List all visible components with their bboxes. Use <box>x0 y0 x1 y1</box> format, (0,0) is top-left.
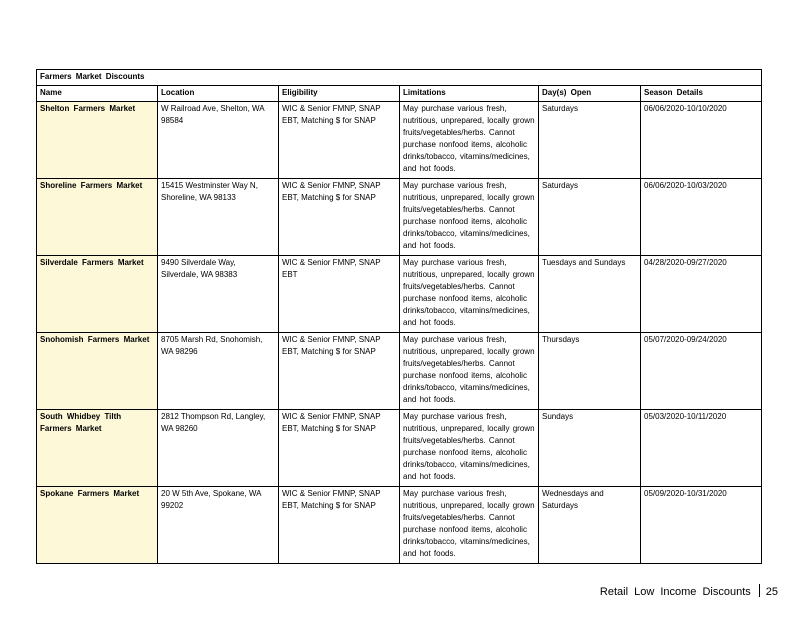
market-days-open: Saturdays <box>539 102 641 179</box>
market-name: Shelton Farmers Market <box>37 102 158 179</box>
market-location: 20 W 5th Ave, Spokane, WA 99202 <box>158 487 279 564</box>
market-location: 15415 Westminster Way N, Shoreline, WA 98133 <box>158 179 279 256</box>
market-eligibility: WIC & Senior FMNP, SNAP EBT, Matching $ for SNAP <box>279 487 400 564</box>
page-footer <box>600 584 778 598</box>
table-row <box>37 179 762 256</box>
market-season: 05/07/2020-09/24/2020 <box>641 333 762 410</box>
market-eligibility: WIC & Senior FMNP, SNAP EBT, Matching $ for SNAP <box>279 410 400 487</box>
market-name: Snohomish Farmers Market <box>37 333 158 410</box>
header-row <box>37 86 762 102</box>
market-eligibility: WIC & Senior FMNP, SNAP EBT, Matching $ for SNAP <box>279 102 400 179</box>
market-limitations: May purchase various fresh, nutritious, unprepared, locally grown fruits/vegetables/herbs. Cannot purchase nonfood items, alcoholic drinks/tobacco, vitamins/medicines, and hot foods. <box>400 333 539 410</box>
column-header-location: Location <box>158 86 279 102</box>
market-limitations: May purchase various fresh, nutritious, unprepared, locally grown fruits/vegetables/herbs. Cannot purchase nonfood items, alcoholic drinks/tobacco, vitamins/medicines, and hot foods. <box>400 410 539 487</box>
footer-divider <box>759 584 760 597</box>
market-limitations: May purchase various fresh, nutritious, unprepared, locally grown fruits/vegetables/herbs. Cannot purchase nonfood items, alcoholic drinks/tobacco, vitamins/medicines, and hot foods. <box>400 487 539 564</box>
market-eligibility: WIC & Senior FMNP, SNAP EBT <box>279 256 400 333</box>
market-limitations: May purchase various fresh, nutritious, unprepared, locally grown fruits/vegetables/herbs. Cannot purchase nonfood items, alcoholic drinks/tobacco, vitamins/medicines, and hot foods. <box>400 256 539 333</box>
market-days-open: Saturdays <box>539 179 641 256</box>
table-row <box>37 333 762 410</box>
market-season: 05/09/2020-10/31/2020 <box>641 487 762 564</box>
market-limitations: May purchase various fresh, nutritious, unprepared, locally grown fruits/vegetables/herbs. Cannot purchase nonfood items, alcoholic drinks/tobacco, vitamins/medicines, and hot foods. <box>400 102 539 179</box>
market-eligibility: WIC & Senior FMNP, SNAP EBT, Matching $ for SNAP <box>279 179 400 256</box>
column-header-eligibility: Eligibility <box>279 86 400 102</box>
table-row <box>37 256 762 333</box>
table-row <box>37 102 762 179</box>
market-season: 06/06/2020-10/03/2020 <box>641 179 762 256</box>
column-header-limitations: Limitations <box>400 86 539 102</box>
market-location: 2812 Thompson Rd, Langley, WA 98260 <box>158 410 279 487</box>
farmers-market-discounts-table <box>36 69 762 564</box>
table-row <box>37 410 762 487</box>
page-number: 25 <box>765 586 778 598</box>
market-name: South Whidbey Tilth Farmers Market <box>37 410 158 487</box>
market-season: 06/06/2020-10/10/2020 <box>641 102 762 179</box>
market-name: Silverdale Farmers Market <box>37 256 158 333</box>
table-row <box>37 487 762 564</box>
market-location: W Railroad Ave, Shelton, WA 98584 <box>158 102 279 179</box>
footer-title: Retail Low Income Discounts <box>599 586 751 598</box>
market-days-open: Thursdays <box>539 333 641 410</box>
column-header-days-open: Day(s) Open <box>539 86 641 102</box>
market-location: 8705 Marsh Rd, Snohomish, WA 98296 <box>158 333 279 410</box>
market-name: Spokane Farmers Market <box>37 487 158 564</box>
market-name: Shoreline Farmers Market <box>37 179 158 256</box>
column-header-name: Name <box>37 86 158 102</box>
market-limitations: May purchase various fresh, nutritious, unprepared, locally grown fruits/vegetables/herbs. Cannot purchase nonfood items, alcoholic drinks/tobacco, vitamins/medicines, and hot foods. <box>400 179 539 256</box>
market-days-open: Tuesdays and Sundays <box>539 256 641 333</box>
market-days-open: Wednesdays and Saturdays <box>539 487 641 564</box>
column-header-season-details: Season Details <box>641 86 762 102</box>
market-season: 04/28/2020-09/27/2020 <box>641 256 762 333</box>
table-caption: Farmers Market Discounts <box>37 70 762 86</box>
market-season: 05/03/2020-10/11/2020 <box>641 410 762 487</box>
market-eligibility: WIC & Senior FMNP, SNAP EBT, Matching $ for SNAP <box>279 333 400 410</box>
market-days-open: Sundays <box>539 410 641 487</box>
market-location: 9490 Silverdale Way, Silverdale, WA 98383 <box>158 256 279 333</box>
